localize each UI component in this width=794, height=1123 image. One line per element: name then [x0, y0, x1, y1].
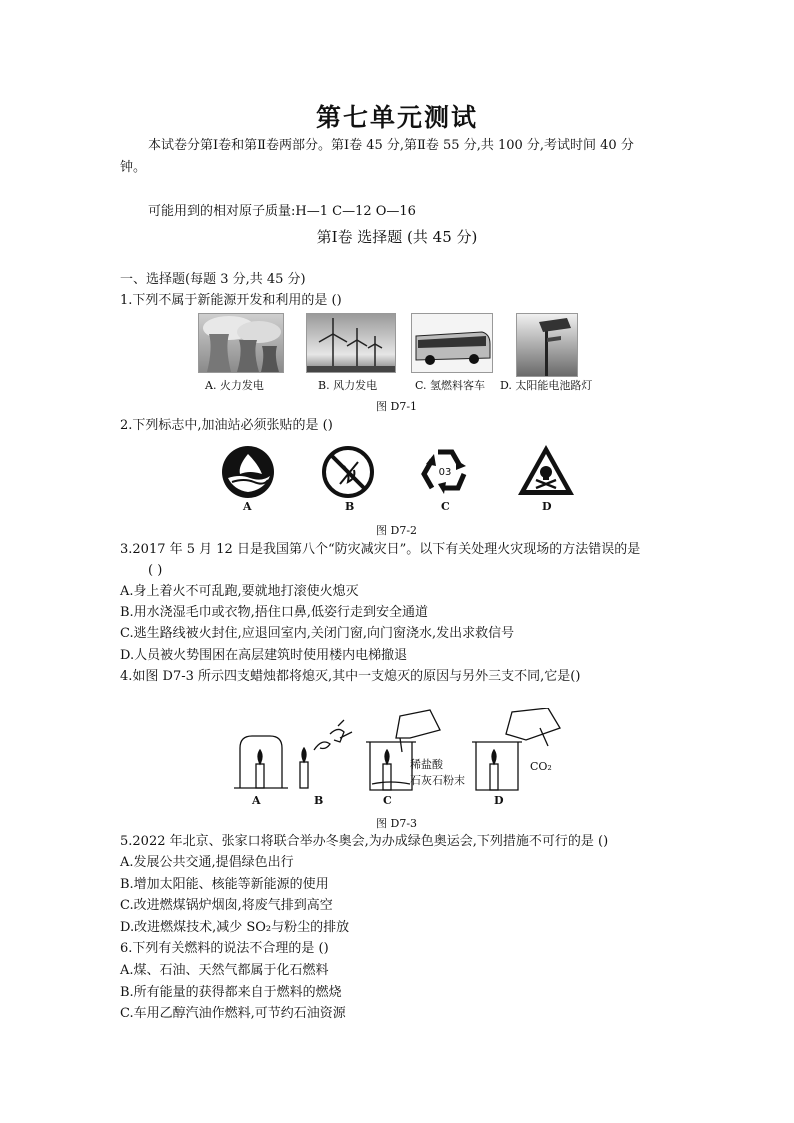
atomic-mass-line: 可能用到的相对原子质量:H—1 C—12 O—16 — [148, 204, 416, 219]
q1-stem: 1.下列不属于新能源开发和利用的是 () — [120, 293, 342, 308]
page-title: 第七单元测试 — [315, 103, 478, 132]
q5-option-b: B.增加太阳能、核能等新能源的使用 — [120, 877, 329, 892]
solar-street-lamp-image — [516, 313, 578, 377]
figure-d7-1-caption: 图 D7-1 — [376, 400, 418, 413]
figure-d7-2-caption: 图 D7-2 — [376, 524, 418, 537]
q5-option-c: C.改进燃煤锅炉烟囱,将废气排到高空 — [120, 898, 333, 913]
q6-option-c: C.车用乙醇汽油作燃料,可节约石油资源 — [120, 1006, 346, 1021]
q1-option-d: D. 太阳能电池路灯 — [500, 379, 593, 392]
q2-stem: 2.下列标志中,加油站必须张贴的是 () — [120, 418, 333, 433]
recycle-sign-icon — [416, 442, 474, 498]
no-fire-sign-icon — [320, 444, 376, 500]
q3-option-c: C.逃生路线被火封住,应退回室内,关闭门窗,向门窗浇水,发出求救信号 — [120, 626, 515, 641]
wind-turbine-image — [306, 313, 396, 373]
toxic-warning-sign-icon — [516, 442, 576, 498]
q3-option-a: A.身上着火不可乱跑,要就地打滚使火熄灭 — [120, 584, 359, 599]
q2-label-a: A — [243, 500, 252, 513]
q2-label-d: D — [542, 500, 552, 513]
q6-stem: 6.下列有关燃料的说法不合理的是 () — [120, 941, 329, 956]
q1-option-b: B. 风力发电 — [318, 379, 378, 392]
q5-option-d: D.改进燃煤技术,减少 SO₂与粉尘的排放 — [120, 920, 350, 935]
q2-label-c: C — [441, 500, 450, 513]
q4-label-b: B — [314, 794, 324, 807]
q3-option-d: D.人员被火势围困在高层建筑时使用楼内电梯撤退 — [120, 648, 408, 663]
q4-label-c: C — [383, 794, 392, 807]
section-title: 第Ⅰ卷 选择题 (共 45 分) — [316, 228, 478, 246]
candle-experiment-diagram — [230, 708, 570, 794]
q5-option-a: A.发展公共交通,提倡绿色出行 — [120, 855, 294, 870]
q5-stem: 5.2022 年北京、张家口将联合举办冬奥会,为办成绿色奥运会,下列措施不可行的是 () — [120, 834, 609, 849]
q2-label-b: B — [345, 500, 355, 513]
hydrogen-bus-image — [411, 313, 493, 373]
recycle-number: 03 — [438, 467, 452, 478]
power-plant-image — [198, 313, 284, 373]
q1-option-c: C. 氢燃料客车 — [415, 379, 486, 392]
part-heading: 一、选择题(每题 3 分,共 45 分) — [120, 272, 306, 287]
q4-label-a: A — [252, 794, 261, 807]
q1-option-a: A. 火力发电 — [205, 379, 264, 392]
label-dilute-hcl: 稀盐酸 — [410, 758, 443, 771]
q3-option-b: B.用水浇湿毛巾或衣物,捂住口鼻,低姿行走到安全通道 — [120, 605, 428, 620]
q3-paren: ( ) — [148, 563, 163, 578]
q3-stem: 3.2017 年 5 月 12 日是我国第八个“防灾减灾日”。以下有关处理火灾现场的方法错误的是 — [120, 542, 641, 557]
q4-label-d: D — [494, 794, 504, 807]
q4-stem: 4.如图 D7-3 所示四支蜡烛都将熄灭,其中一支熄灭的原因与另外三支不同,它是() — [120, 669, 581, 684]
water-saving-sign-icon — [220, 444, 276, 500]
label-limestone-powder: 石灰石粉末 — [410, 774, 465, 787]
intro-line-1: 本试卷分第Ⅰ卷和第Ⅱ卷两部分。第Ⅰ卷 45 分,第Ⅱ卷 55 分,共 100 分,考试时间 40 分 — [148, 138, 634, 153]
label-co2: CO₂ — [530, 760, 552, 773]
intro-line-2: 钟。 — [120, 160, 147, 175]
q6-option-b: B.所有能量的获得都来自于燃料的燃烧 — [120, 985, 342, 1000]
figure-d7-3-caption: 图 D7-3 — [376, 817, 418, 830]
q6-option-a: A.煤、石油、天然气都属于化石燃料 — [120, 963, 329, 978]
